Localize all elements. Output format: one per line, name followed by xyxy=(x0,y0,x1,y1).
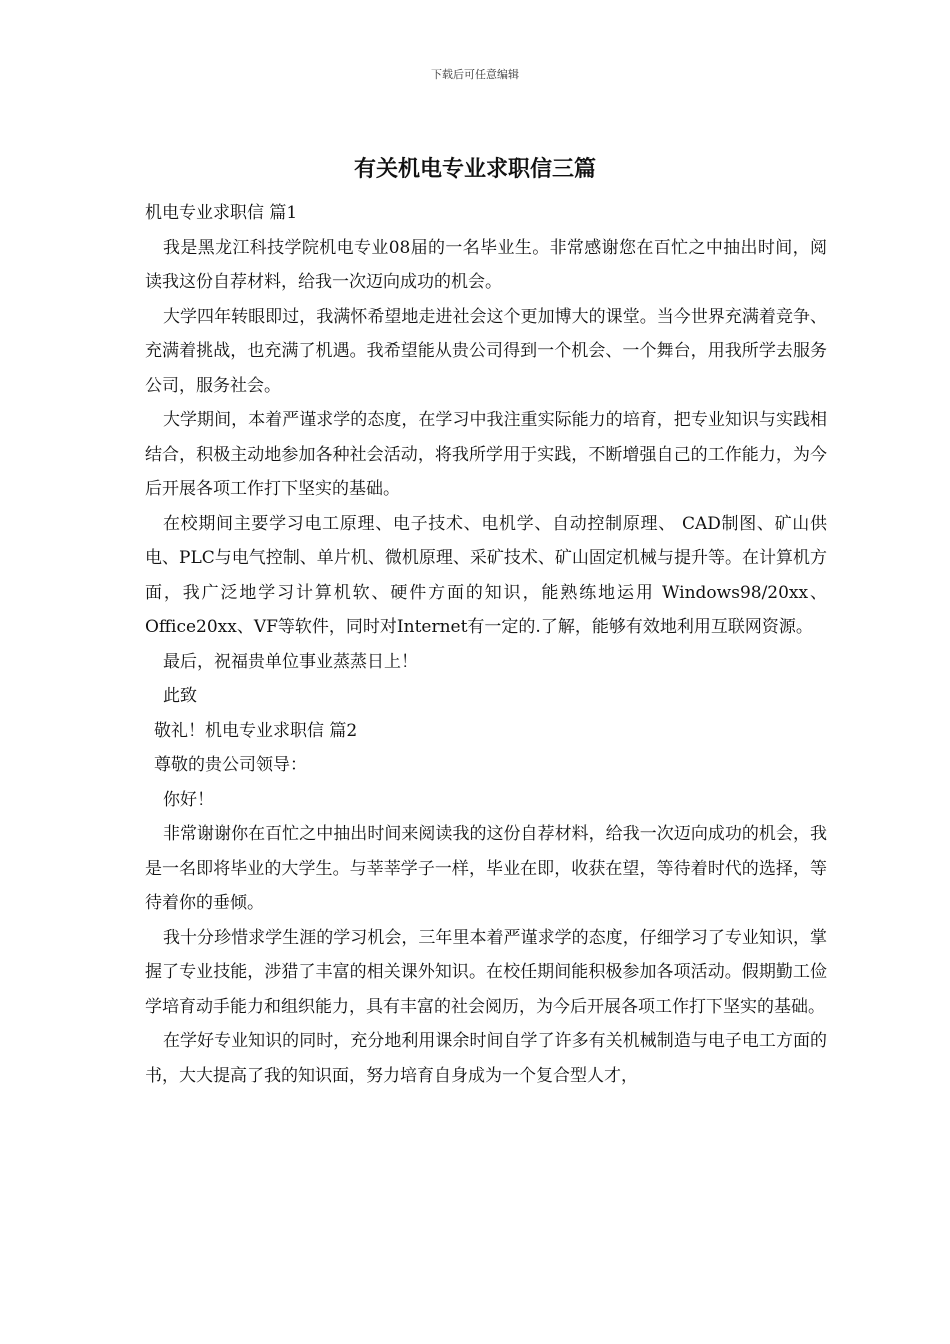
paragraph: 大学四年转眼即过，我满怀希望地走进社会这个更加博大的课堂。当今世界充满着竞争、充满着挑战，也充满了机遇。我希望能从贵公司得到一个机会、一个舞台，用我所学去服务公司，服务社会。 xyxy=(145,306,827,396)
greeting-hello: 你好！ xyxy=(163,789,214,810)
section-heading-2: 敬礼！机电专业求职信 篇2 xyxy=(154,720,358,741)
paragraph: 大学期间，本着严谨求学的态度，在学习中我注重实际能力的培育，把专业知识与实践相结合，积极主动地参加各种社会活动，将我所学用于实践，不断增强自己的工作能力，为今后开展各项工作打下坚实的基础。 xyxy=(145,410,827,499)
paragraph: 在学好专业知识的同时，充分地利用课余时间自学了许多有关机械制造与电子电工方面的书，大大提高了我的知识面，努力培育自身成为一个复合型人才， xyxy=(145,1031,827,1086)
closing-salutation: 此致 xyxy=(163,686,197,706)
paragraph: 我是黑龙江科技学院机电专业08届的一名毕业生。非常感谢您在百忙之中抽出时间，阅读我这份自荐材料，给我一次迈向成功的机会。 xyxy=(145,237,827,292)
section-heading-1: 机电专业求职信 篇1 xyxy=(145,203,298,223)
paragraph: 我十分珍惜求学生涯的学习机会，三年里本着严谨求学的态度，仔细学习了专业知识，掌握了专业技能，涉猎了丰富的相关课外知识。在校任期间能积极参加各项活动。假期勤工俭学培育动手能力和组织能力，具有丰富的社会阅历，为今后开展各项工作打下坚实的基础。 xyxy=(145,927,827,1017)
greeting-recipient: 尊敬的贵公司领导： xyxy=(154,755,307,775)
paragraph: 非常谢谢你在百忙之中抽出时间来阅读我的这份自荐材料，给我一次迈向成功的机会，我是一名即将毕业的大学生。与莘莘学子一样，毕业在即，收获在望，等待着时代的选择，等待着你的垂倾。 xyxy=(145,824,827,913)
paragraph: 在校期间主要学习电工原理、电子技术、电机学、自动控制原理、 CAD制图、矿山供电、PLC与电气控制、单片机、微机原理、采矿技术、矿山固定机械与提升等。在计算机方面，我广泛地学习计算机软、硬件方面的知识，能熟练地运用 Windows98/20xx、 Office20xx、VF等软件，同时对Internet有一定的.了解，能够有效地利用互联网资源。 xyxy=(145,513,827,637)
document-body xyxy=(145,196,827,1093)
page-header-note: 下载后可任意编辑 xyxy=(431,68,519,81)
document-title: 有关机电专业求职信三篇 xyxy=(353,156,596,182)
closing-wish: 最后，祝福贵单位事业蒸蒸日上！ xyxy=(163,651,418,672)
